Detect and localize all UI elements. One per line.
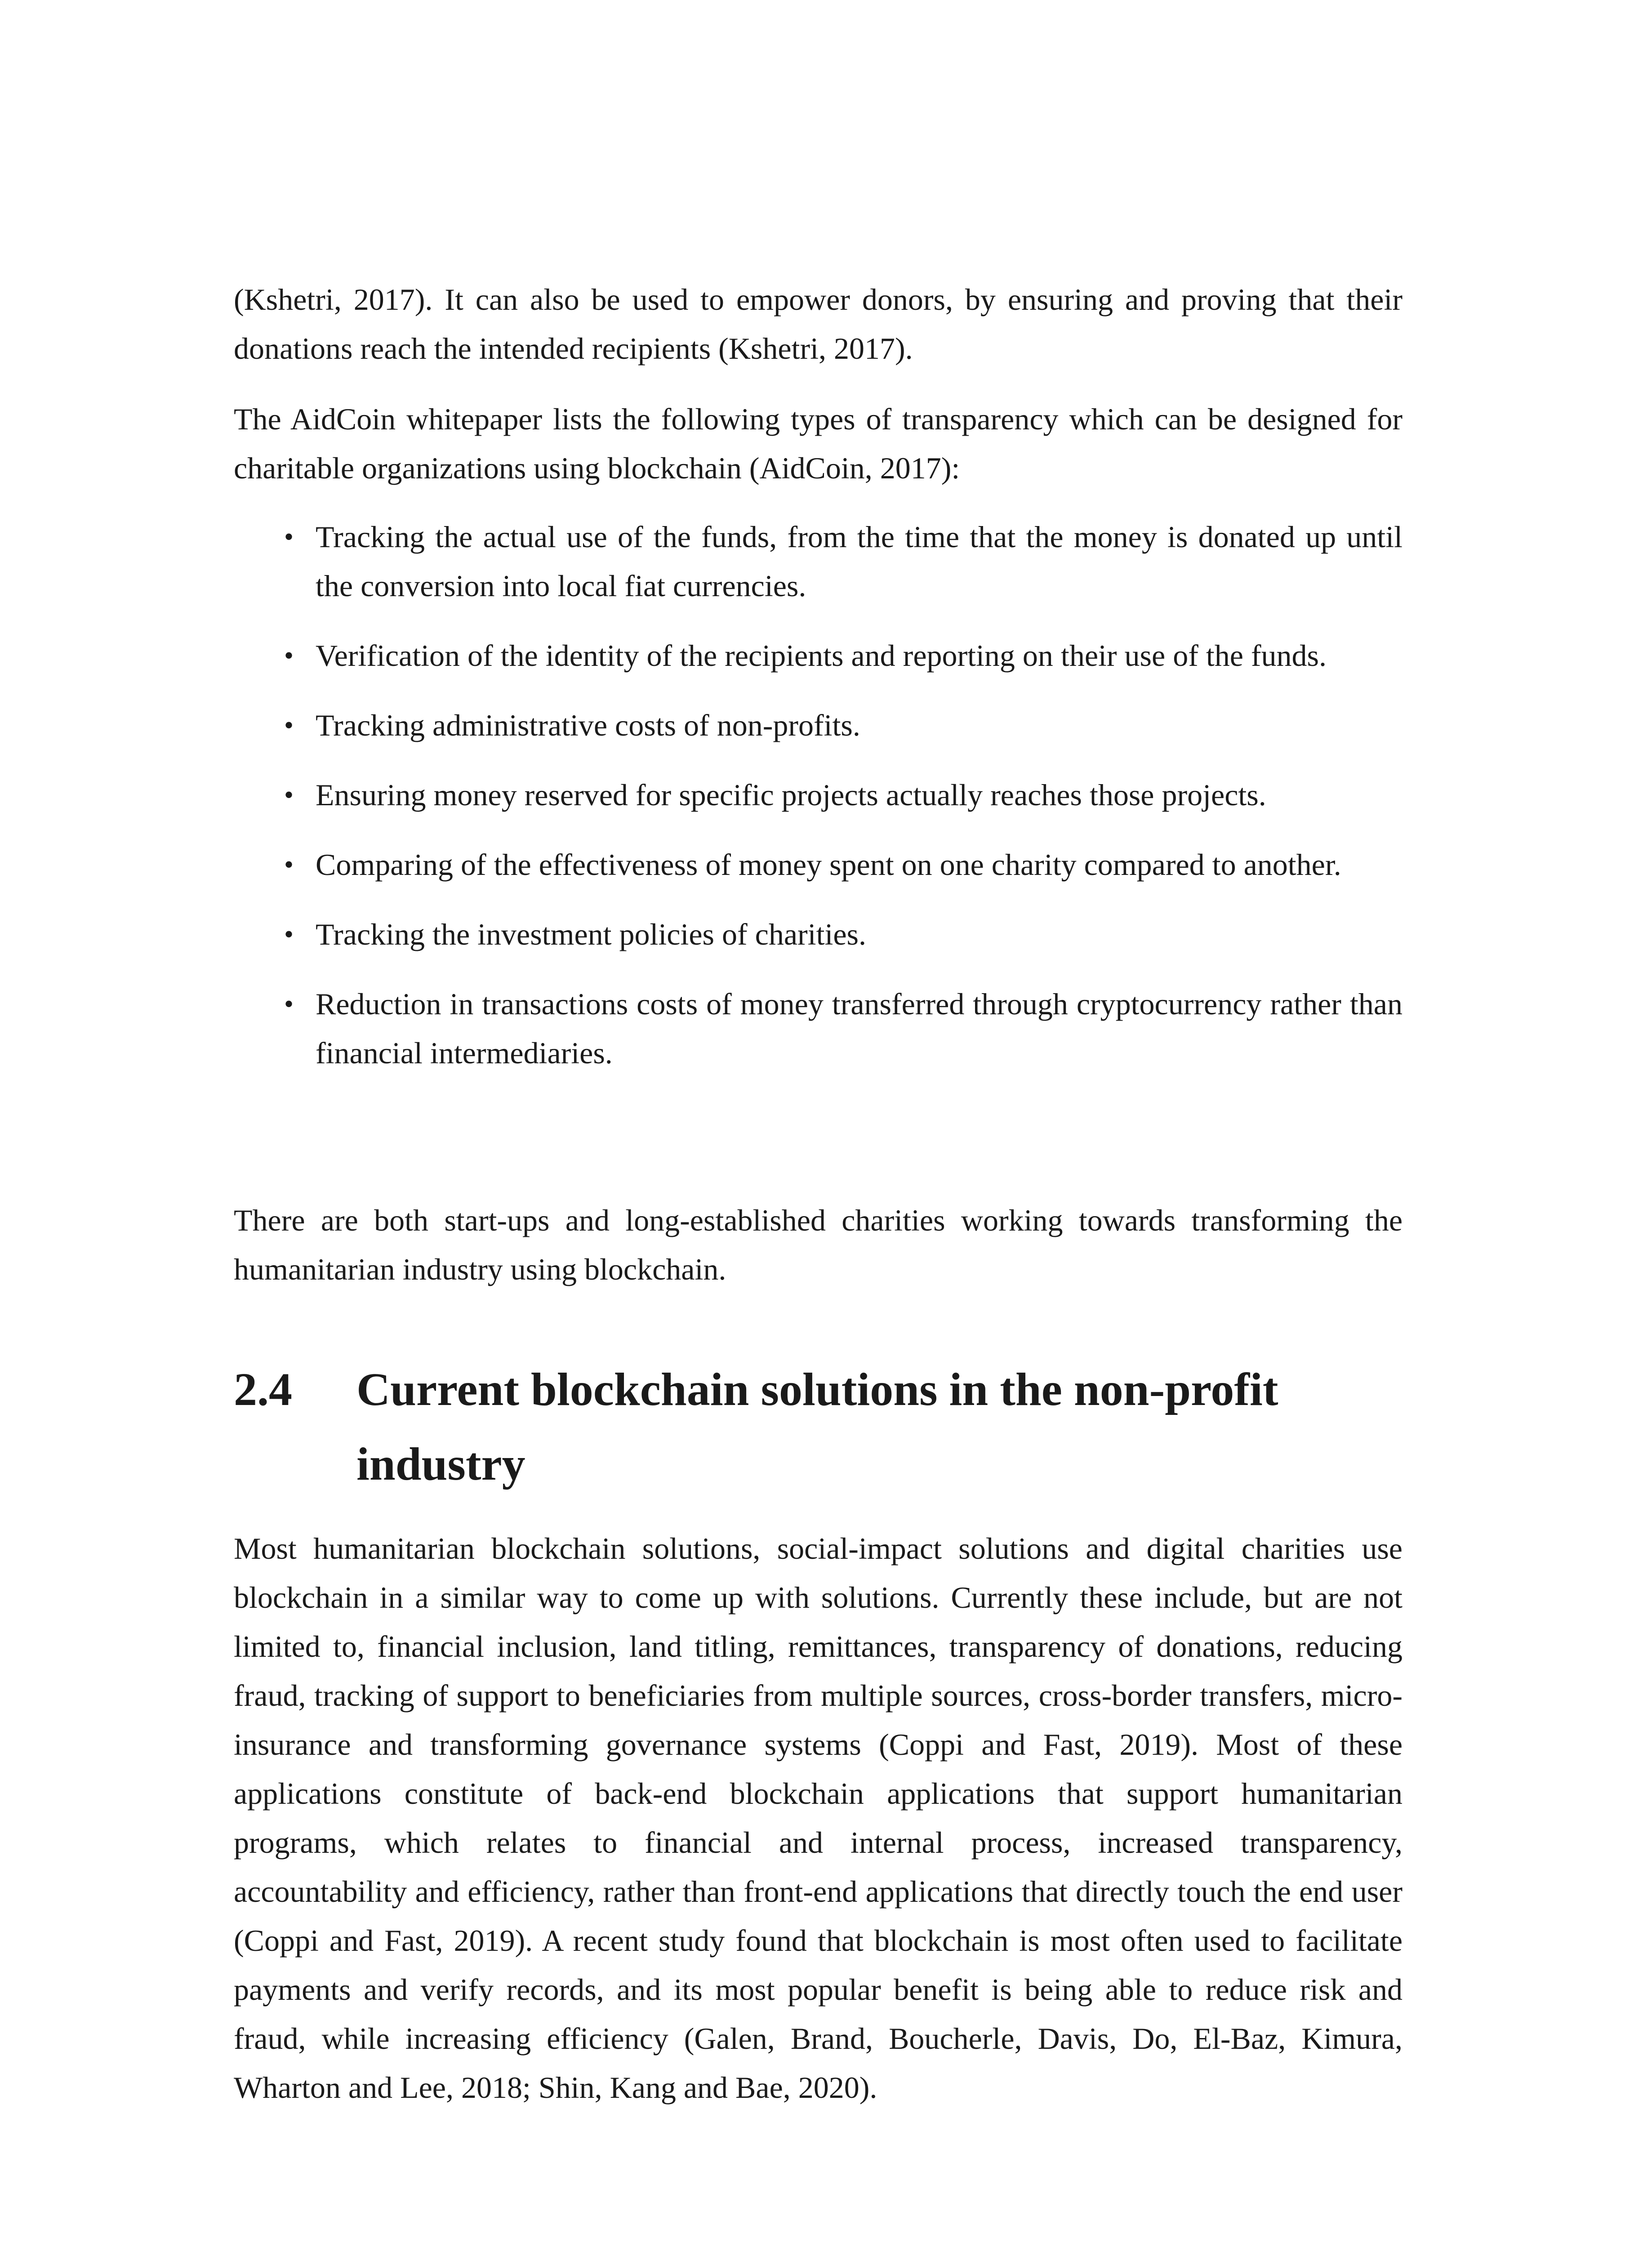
bullet-text: Tracking administrative costs of non-profits. (316, 708, 860, 742)
bullet-icon: • (284, 780, 294, 810)
paragraph-intro (234, 275, 1403, 373)
bullet-item (234, 513, 1403, 611)
bullet-icon: • (284, 850, 294, 879)
paragraph-aidcoin (234, 395, 1403, 493)
bullet-text: Reduction in transactions costs of money transferred through cryptocurrency rather than financial intermediaries. (316, 987, 1403, 1070)
paragraph-startups (234, 1196, 1403, 1294)
bullet-icon: • (284, 989, 294, 1019)
paragraph-main-text: Most humanitarian blockchain solutions, social-impact solutions and digital charities use blockchain in a similar way to come up with solutions. Currently these include, but are not limited to, financial inclusion, land titling, remittances, transparency of donations, reducing fraud, tracking of support to beneficiaries from multiple sources, cross-border transfers, micro-insurance and transforming governance systems (Coppi and Fast, 2019). Most of these applications constitute of back-end blockchain applications that support humanitarian programs, which relates to financial and internal process, increased transparency, accountability and efficiency, rather than front-end applications that directly touch the end user (Coppi and Fast, 2019). A recent study found that blockchain is most often used to facilitate payments and verify records, and its most popular benefit is being able to reduce risk and fraud, while increasing efficiency (Galen, Brand, Boucherle, Davis, Do, El-Baz, Kimura, Wharton and Lee, 2018; Shin, Kang and Bae, 2020). (234, 1531, 1403, 2105)
bullet-item (234, 701, 1403, 750)
paragraph-intro-text: (Kshetri, 2017). It can also be used to empower donors, by ensuring and proving that their donations reach the intended recipients (Kshetri, 2017). (234, 282, 1403, 366)
transparency-bullet-list (234, 513, 1403, 1078)
paragraph-startups-text: There are both start-ups and long-established charities working towards transforming the humanitarian industry using blockchain. (234, 1203, 1403, 1286)
bullet-icon: • (284, 710, 294, 740)
bullet-text: Comparing of the effectiveness of money spent on one charity compared to another. (316, 847, 1341, 882)
bullet-item (234, 631, 1403, 680)
bullet-text: Ensuring money reserved for specific projects actually reaches those projects. (316, 778, 1266, 812)
bullet-icon: • (284, 919, 294, 949)
bullet-text: Tracking the actual use of the funds, from the time that the money is donated up until the conversion into local fiat currencies. (316, 520, 1403, 603)
section-title: Current blockchain solutions in the non-profit industry (356, 1364, 1278, 1490)
bullet-item (234, 771, 1403, 820)
bullet-item (234, 980, 1403, 1078)
bullet-icon: • (284, 522, 294, 552)
paragraph-aidcoin-text: The AidCoin whitepaper lists the following types of transparency which can be designed for charitable organizations using blockchain (AidCoin, 2017): (234, 402, 1403, 485)
bullet-text: Verification of the identity of the recipients and reporting on their use of the funds. (316, 638, 1327, 673)
bullet-item (234, 840, 1403, 889)
section-number: 2.4 (234, 1364, 292, 1415)
paragraph-main (234, 1524, 1403, 2112)
bullet-icon: • (284, 641, 294, 670)
section-heading (234, 1352, 1403, 1502)
bullet-text: Tracking the investment policies of charities. (316, 917, 866, 951)
bullet-item (234, 910, 1403, 959)
